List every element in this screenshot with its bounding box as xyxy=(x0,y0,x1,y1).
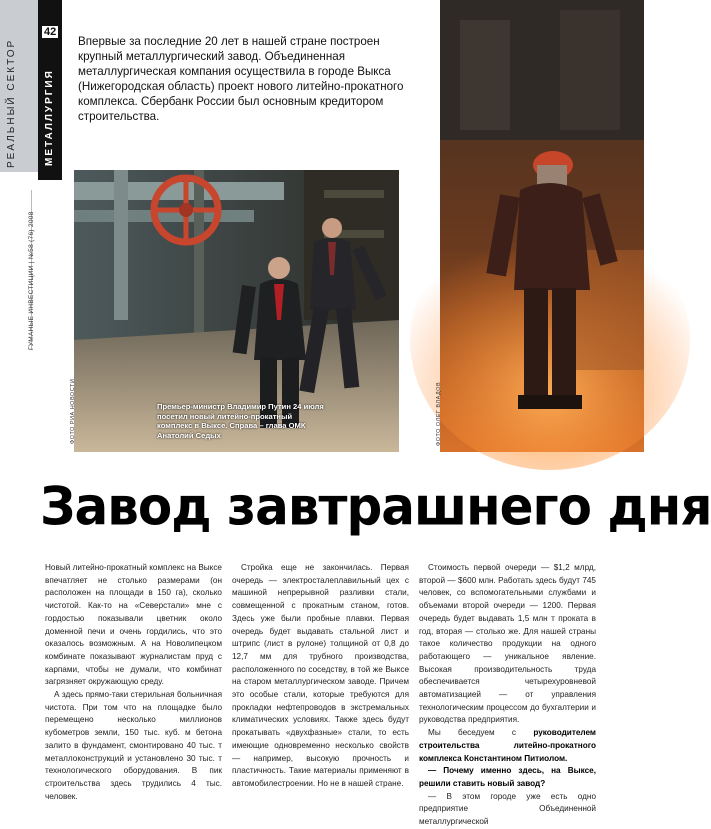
paragraph: Стройка еще не закончилась. Первая очередь — электросталеплавильный цех с машиной непрерывной разливки стали, совмещенной с прокатным станом, готов. Здесь уже были пробные плавки. Первая очередь будет выдавать стальной лист и штрипс (лист в рулоне) толщиной от 0,8 до 12,7 мм для трубного производства, расположенного по соседству, в той же Выксе на старом металлургическом заводе. Причем это особые стали, которые требуются для прокладки нефтепроводов в экстремальных климатических условиях. Также здесь будут прокатывать «двухфазные» стали, то есть имеющие одновременно несколько свойств — например, высокую прочность и пластичность. Такие материалы применяют в автомобилестроении. Но не в нашей стране. xyxy=(232,563,409,788)
photo-steelworker xyxy=(440,0,644,452)
photo-credit-left: ФОТО РИА НОВОСТИ xyxy=(70,378,76,444)
paragraph-interview-intro xyxy=(419,727,596,765)
photo-caption: Премьер-министр Владимир Путин 24 июля посетил новый литейно-прокатный комплекс в Выксе. Справа – глава ОМК Анатолий Седых xyxy=(157,402,324,440)
question-text: — Почему именно здесь, на Выксе, решили ставить новый завод? xyxy=(419,766,596,788)
article-column-2 xyxy=(232,562,409,791)
paragraph: Стоимость первой очереди — $1,2 млрд, второй — $600 млн. Работать здесь будут 745 человек, со вспомогательными службами и объемами второй очереди — 1200. Первая очередь будет выдавать 1,5 млн т проката в год, вторая — столько же. Для нашей страны такое количество продукции на одного работающего — уникальное явление. Высокая производительность труда обеспечивается четырехуровневой автоматизацией — от управления технологическим процессом до бухгалтерии и руководства предприятия. xyxy=(419,563,596,725)
article-column-1 xyxy=(45,562,222,803)
intro-text: Впервые за последние 20 лет в нашей стране построен крупный металлургический завод. Объединенная металлургическая компания осуществила в городе Выкса (Нижегородская область) проект нового литейно-прокатного комплекса. Сбербанк России был основным кредитором строительства. xyxy=(78,35,404,123)
interview-intro-text: Мы беседуем с xyxy=(428,728,534,738)
photo-steelworker-image xyxy=(440,0,644,452)
subsection-label: МЕТАЛЛУРГИЯ xyxy=(44,69,55,166)
publication-label: ГУМАНЫЕ ИНВЕСТИЦИИ | №58 (76) 2008 xyxy=(28,211,35,350)
paragraph: А здесь прямо-таки стерильная больничная чистота. При том что на площадке было перемещено несколько миллионов кубометров земли, 150 тыс. куб. м бетона залито в фундамент, смонтировано 40 тыс. т металлоконструкций и установлено 30 тыс. т технологического оборудования. В пик строительства здесь трудились 4 тыс. человек. xyxy=(45,690,222,801)
article-headline: Завод завтрашнего дня xyxy=(40,476,711,537)
photo-credit-right: ФОТО ОЛЕГ ВЛАДОВ xyxy=(436,381,442,446)
paragraph: — В этом городе уже есть одно предприятие Объединенной металлургической xyxy=(419,791,596,827)
interview-question xyxy=(419,765,596,790)
paragraph: Новый литейно-прокатный комплекс на Выксе впечатляет не столько размерами (он расположен на площади в 150 га), сколько чистотой. Как-то на «Северстали» мне с гордостью показывали цветник около доменной печи и очень гордились, что это оказалось возможным. А на Новолипецком комбинате показывают журналистам пруд с карпами, чтобы не думали, что комбинат загрязняет окружающую среду. xyxy=(45,563,222,687)
section-label: РЕАЛЬНЫЙ СЕКТОР xyxy=(6,38,17,168)
page-number: 42 xyxy=(44,26,57,38)
interviewee-name: руководителем строительства литейно-прокатного комплекса Константином Питиолом. xyxy=(419,728,596,763)
article-column-3 xyxy=(419,562,596,829)
